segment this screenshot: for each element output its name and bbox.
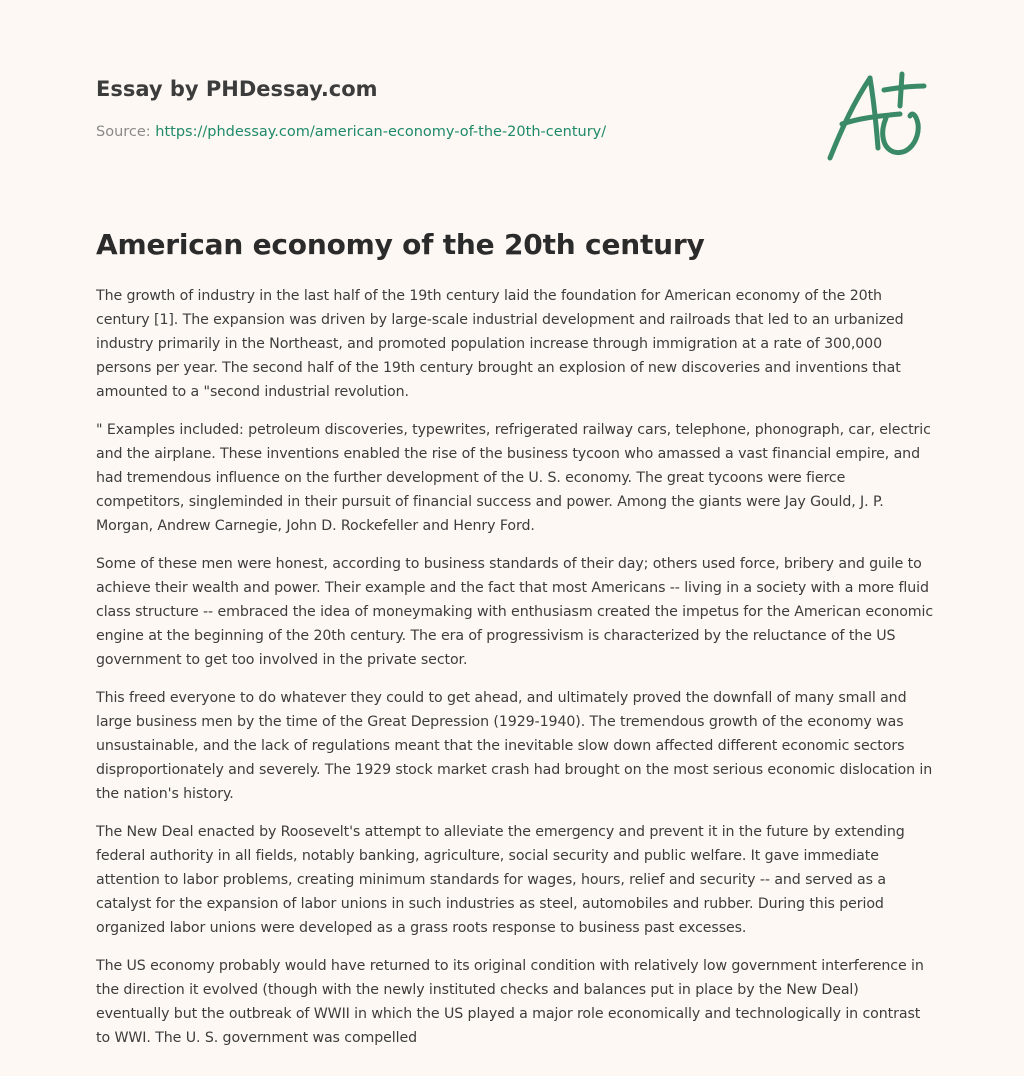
source-line	[96, 122, 606, 142]
paragraph: This freed everyone to do whatever they could to get ahead, and ultimately proved the downfall of many small and large business men by the time of the Great Depression (1929-1940). The tremendous growth of the economy was unsustainable, and the lack of regulations meant that the inevitable slow down affected different economic sectors disproportionately and severely. The 1929 stock market crash had brought on the most serious economic dislocation in the nation's history.	[96, 690, 933, 802]
page-header	[96, 74, 936, 174]
source-link[interactable]: https://phdessay.com/american-economy-of-the-20th-century/	[155, 124, 607, 140]
article-title: American economy of the 20th century	[96, 228, 705, 261]
a-plus-logo-icon	[820, 66, 930, 166]
paragraph: The New Deal enacted by Roosevelt's attempt to alleviate the emergency and prevent it in the future by extending federal authority in all fields, notably banking, agriculture, social security and public welfare. It gave immediate attention to labor problems, creating minimum standards for wages, hours, relief and security -- and served as a catalyst for the expansion of labor unions in such industries as steel, automobiles and rubber. During this period organized labor unions were developed as a grass roots response to business past excesses.	[96, 824, 905, 936]
paragraph: " Examples included: petroleum discoveries, typewrites, refrigerated railway cars, telephone, phonograph, car, electric and the airplane. These inventions enabled the rise of the business tycoon who amassed a vast financial empire, and had tremendous influence on the further development of the U. S. economy. The great tycoons were fierce competitors, singleminded in their pursuit of financial success and power. Among the giants were Jay Gould, J. P. Morgan, Andrew Carnegie, John D. Rockefeller and Henry Ford.	[96, 422, 931, 534]
site-brand: Essay by PHDessay.com	[96, 77, 378, 101]
paragraph: The growth of industry in the last half of the 19th century laid the foundation for American economy of the 20th century [1]. The expansion was driven by large-scale industrial development and railroads that led to an urbanized industry primarily in the Northeast, and promoted population increase through immigration at a rate of 300,000 persons per year. The second half of the 19th century brought an explosion of new discoveries and inventions that amounted to a "second industrial revolution.	[96, 288, 904, 400]
paragraph: The US economy probably would have returned to its original condition with relatively low government interference in the direction it evolved (though with the newly instituted checks and balances put in place by the New Deal) eventually but the outbreak of WWII in which the US played a major role economically and technologically in contrast to WWI. The U. S. government was compelled	[96, 958, 924, 1046]
article-body	[96, 284, 934, 1064]
source-label: Source:	[96, 124, 156, 140]
paragraph: Some of these men were honest, according to business standards of their day; others used force, bribery and guile to achieve their wealth and power. Their example and the fact that most Americans -- living in a society with a more fluid class structure -- embraced the idea of moneymaking with enthusiasm created the impetus for the American economic engine at the beginning of the 20th century. The era of progressivism is characterized by the reluctance of the US government to get too involved in the private sector.	[96, 556, 934, 668]
